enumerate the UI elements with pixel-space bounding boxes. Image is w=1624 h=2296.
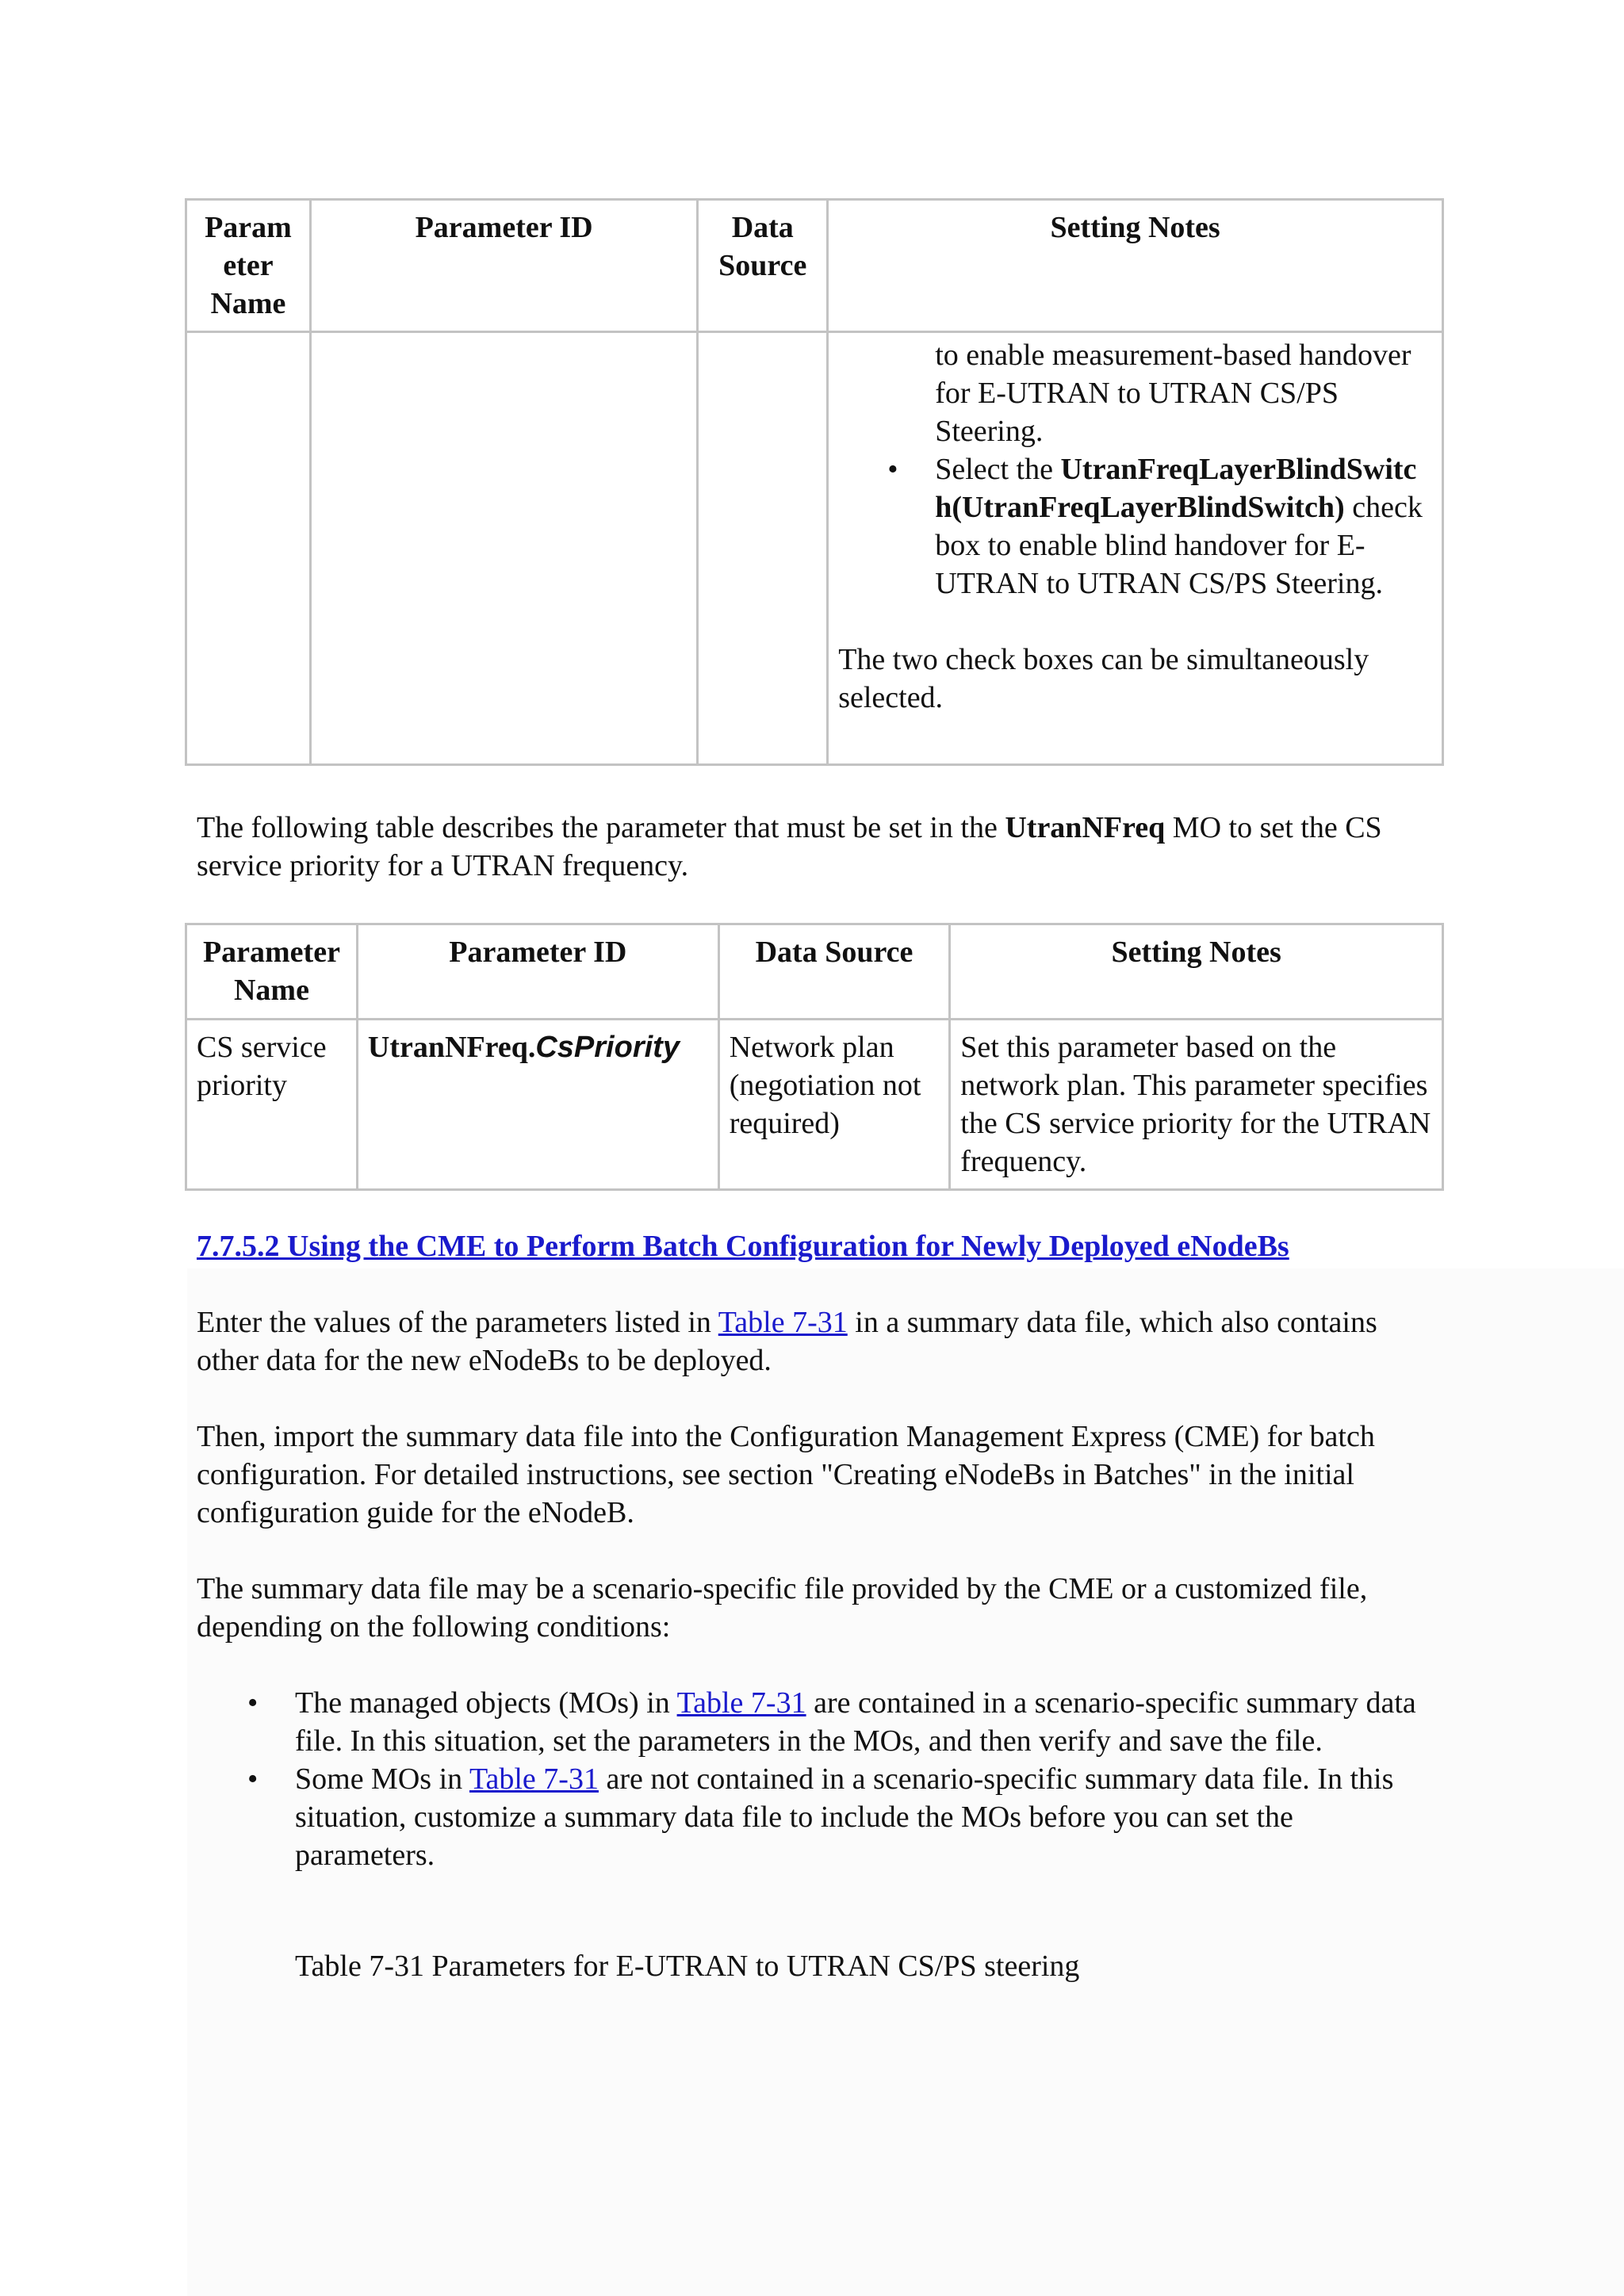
table-link[interactable]: Table 7-31 bbox=[718, 1306, 848, 1339]
list-text: are contained in a scenario-specific summary data file. In this situation, set the parameters in the MOs, and then verify and save the file. bbox=[295, 1686, 1416, 1758]
cell-parameter-name bbox=[186, 332, 311, 765]
header-data-source: Data Source bbox=[698, 200, 828, 332]
paragraph-text: in a summary data file, which also contains other data for the new eNodeBs to be deployed. bbox=[197, 1306, 1377, 1377]
cell-parameter-id bbox=[357, 1020, 718, 1190]
header-parameter-id: Parameter ID bbox=[310, 200, 697, 332]
paragraph-1 bbox=[197, 1303, 1434, 1380]
list-text: are not contained in a scenario-specific summary data file. In this situation, customize a summary data file to include the MOs before you can set the parameters. bbox=[295, 1762, 1394, 1872]
table-link[interactable]: Table 7-31 bbox=[676, 1686, 806, 1720]
header-parameter-name: Param eter Name bbox=[186, 200, 311, 332]
header-setting-notes: Setting Notes bbox=[828, 200, 1443, 332]
cell-setting-notes: Set this parameter based on the network plan. This parameter specifies the CS service priority for the UTRAN frequency. bbox=[950, 1020, 1443, 1190]
paragraph-2: Then, import the summary data file into the Configuration Management Express (CME) for batch configuration. For detailed instructions, see section "Creating eNodeBs in Batches" in the initial configuration guide for the eNodeB. bbox=[197, 1420, 1375, 1529]
paragraph-text: Enter the values of the parameters listed in bbox=[197, 1306, 718, 1339]
mo-name: UtranNFreq. bbox=[367, 1031, 536, 1064]
notes-text: Select the bbox=[935, 453, 1053, 486]
cell-data-source bbox=[698, 332, 828, 765]
header-parameter-name: Parameter Name bbox=[186, 924, 358, 1020]
list-text: Some MOs in bbox=[295, 1762, 469, 1796]
header-setting-notes: Setting Notes bbox=[950, 924, 1443, 1020]
list-text: The managed objects (MOs) in bbox=[295, 1686, 677, 1720]
mo-name: UtranNFreq bbox=[1005, 811, 1166, 844]
header-data-source: Data Source bbox=[718, 924, 950, 1020]
cell-parameter-name: CS service priority bbox=[186, 1020, 358, 1190]
header-parameter-id: Parameter ID bbox=[357, 924, 718, 1020]
conditions-list bbox=[197, 1684, 1434, 1874]
table-row bbox=[186, 1020, 1443, 1190]
notes-text: check box to enable blind handover for E-UTRAN to UTRAN CS/PS Steering. bbox=[935, 491, 1423, 600]
section-heading-link[interactable]: 7.7.5.2 Using the CME to Perform Batch Configuration for Newly Deployed eNodeBs bbox=[197, 1230, 1289, 1263]
parameter-id: CsPriority bbox=[535, 1031, 680, 1064]
intro-paragraph bbox=[197, 809, 1434, 885]
table-caption: Table 7-31 Parameters for E-UTRAN to UTRAN CS/PS steering bbox=[295, 1950, 1080, 1983]
intro-text: MO to set the CS service priority for a UTRAN frequency. bbox=[197, 811, 1382, 882]
list-item bbox=[838, 336, 1432, 450]
intro-text: The following table describes the parameter that must be set in the bbox=[197, 811, 1005, 844]
list-item bbox=[197, 1760, 1434, 1874]
table-link[interactable]: Table 7-31 bbox=[469, 1762, 599, 1796]
list-item bbox=[197, 1684, 1434, 1760]
paragraph-3: The summary data file may be a scenario-specific file provided by the CME or a customized file, depending on the following conditions: bbox=[197, 1572, 1368, 1644]
parameter-table-continued bbox=[185, 198, 1444, 766]
table-header-row bbox=[186, 200, 1443, 332]
cell-setting-notes bbox=[828, 332, 1443, 765]
cell-parameter-id bbox=[310, 332, 697, 765]
table-header-row bbox=[186, 924, 1443, 1020]
notes-text: to enable measurement-based handover for E-UTRAN to UTRAN CS/PS Steering. bbox=[935, 339, 1411, 448]
setting-notes-list bbox=[838, 336, 1432, 603]
parameter-table bbox=[185, 923, 1444, 1191]
table-row bbox=[186, 332, 1443, 765]
cell-data-source: Network plan (negotiation not required) bbox=[718, 1020, 950, 1190]
switch-name: UtranFreqLayerBlindSwitch(UtranFreqLayerBlindSwitch) bbox=[935, 453, 1417, 524]
notes-final: The two check boxes can be simultaneously selected. bbox=[838, 643, 1369, 714]
list-item bbox=[838, 450, 1432, 603]
